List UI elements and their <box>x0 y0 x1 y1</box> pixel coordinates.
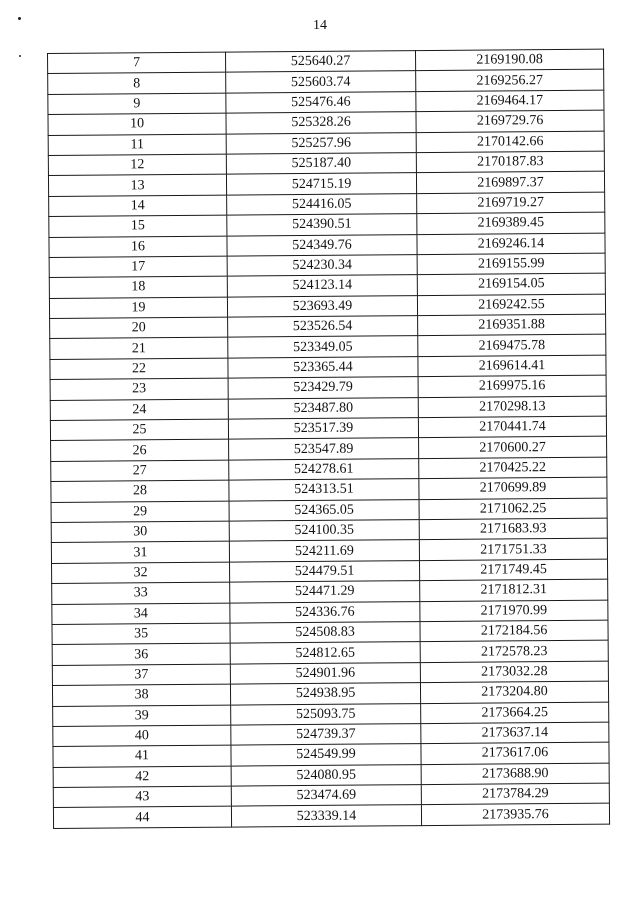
point-number-cell: 19 <box>49 297 227 319</box>
x-coordinate-cell: 525640.27 <box>225 51 415 73</box>
point-number-cell: 31 <box>51 541 229 563</box>
x-coordinate-cell: 524336.76 <box>230 601 420 623</box>
x-coordinate-cell: 523526.54 <box>228 316 418 338</box>
y-coordinate-cell: 2173664.25 <box>421 702 609 724</box>
point-number-cell: 15 <box>49 215 227 237</box>
x-coordinate-cell: 523429.79 <box>228 377 418 399</box>
x-coordinate-cell: 524549.99 <box>231 744 421 766</box>
y-coordinate-cell: 2170425.22 <box>419 457 607 479</box>
y-coordinate-cell: 2170142.66 <box>416 131 604 153</box>
y-coordinate-cell: 2173204.80 <box>420 681 608 703</box>
x-coordinate-cell: 524739.37 <box>231 723 421 745</box>
table-row <box>53 804 609 829</box>
x-coordinate-cell: 523474.69 <box>231 785 421 807</box>
x-coordinate-cell: 524313.51 <box>229 479 419 501</box>
x-coordinate-cell: 525257.96 <box>226 132 416 154</box>
y-coordinate-cell: 2170600.27 <box>419 437 607 459</box>
y-coordinate-cell: 2170187.83 <box>416 151 604 173</box>
y-coordinate-cell: 2169155.99 <box>417 253 605 275</box>
page-number: 14 <box>313 18 327 33</box>
x-coordinate-cell: 524100.35 <box>229 520 419 542</box>
x-coordinate-cell: 523339.14 <box>231 805 421 827</box>
x-coordinate-cell: 524080.95 <box>231 764 421 786</box>
point-number-cell: 25 <box>50 419 228 441</box>
y-coordinate-cell: 2169475.78 <box>418 335 606 357</box>
y-coordinate-cell: 2171749.45 <box>419 559 607 581</box>
y-coordinate-cell: 2169154.05 <box>417 273 605 295</box>
point-number-cell: 37 <box>52 664 230 686</box>
y-coordinate-cell: 2173784.29 <box>421 783 609 805</box>
y-coordinate-cell: 2169975.16 <box>418 375 606 397</box>
point-number-cell: 29 <box>51 501 229 523</box>
x-coordinate-cell: 524365.05 <box>229 499 419 521</box>
y-coordinate-cell: 2169897.37 <box>416 171 604 193</box>
x-coordinate-cell: 523693.49 <box>227 295 417 317</box>
y-coordinate-cell: 2173935.76 <box>421 804 609 826</box>
y-coordinate-cell: 2171970.99 <box>420 600 608 622</box>
x-coordinate-cell: 524812.65 <box>230 642 420 664</box>
x-coordinate-cell: 524390.51 <box>227 214 417 236</box>
point-number-cell: 10 <box>48 113 226 135</box>
x-coordinate-cell: 523349.05 <box>228 336 418 358</box>
point-number-cell: 23 <box>50 378 228 400</box>
y-coordinate-cell: 2171751.33 <box>419 538 607 560</box>
point-number-cell: 32 <box>52 562 230 584</box>
point-number-cell: 21 <box>50 338 228 360</box>
point-number-cell: 27 <box>51 460 229 482</box>
y-coordinate-cell: 2169389.45 <box>417 212 605 234</box>
point-number-cell: 40 <box>53 725 231 747</box>
point-number-cell: 38 <box>52 684 230 706</box>
y-coordinate-cell: 2169242.55 <box>417 294 605 316</box>
point-number-cell: 33 <box>52 582 230 604</box>
y-coordinate-cell: 2171683.93 <box>419 518 607 540</box>
x-coordinate-cell: 523517.39 <box>228 418 418 440</box>
point-number-cell: 12 <box>48 154 226 176</box>
point-number-cell: 34 <box>52 603 230 625</box>
x-coordinate-cell: 525603.74 <box>226 71 416 93</box>
point-number-cell: 42 <box>53 766 231 788</box>
x-coordinate-cell: 524230.34 <box>227 255 417 277</box>
x-coordinate-cell: 524938.95 <box>230 683 420 705</box>
y-coordinate-cell: 2169729.76 <box>416 110 604 132</box>
x-coordinate-cell: 524278.61 <box>229 458 419 480</box>
x-coordinate-cell: 524123.14 <box>227 275 417 297</box>
point-number-cell: 16 <box>49 236 227 258</box>
point-number-cell: 39 <box>53 705 231 727</box>
y-coordinate-cell: 2172184.56 <box>420 620 608 642</box>
x-coordinate-cell: 524471.29 <box>230 581 420 603</box>
coordinates-table-body <box>48 49 610 828</box>
point-number-cell: 11 <box>48 134 226 156</box>
point-number-cell: 43 <box>53 786 231 808</box>
x-coordinate-cell: 524479.51 <box>230 560 420 582</box>
coordinates-table-container <box>47 49 609 829</box>
point-number-cell: 18 <box>49 276 227 298</box>
point-number-cell: 17 <box>49 256 227 278</box>
y-coordinate-cell: 2170298.13 <box>418 396 606 418</box>
y-coordinate-cell: 2169464.17 <box>416 90 604 112</box>
x-coordinate-cell: 525476.46 <box>226 91 416 113</box>
y-coordinate-cell: 2173688.90 <box>421 763 609 785</box>
point-number-cell: 13 <box>48 174 226 196</box>
x-coordinate-cell: 524901.96 <box>230 662 420 684</box>
x-coordinate-cell: 524715.19 <box>226 173 416 195</box>
y-coordinate-cell: 2171812.31 <box>420 579 608 601</box>
point-number-cell: 36 <box>52 643 230 665</box>
y-coordinate-cell: 2169614.41 <box>418 355 606 377</box>
x-coordinate-cell: 524416.05 <box>227 193 417 215</box>
y-coordinate-cell: 2169246.14 <box>417 233 605 255</box>
y-coordinate-cell: 2169256.27 <box>416 70 604 92</box>
y-coordinate-cell: 2169190.08 <box>415 49 603 71</box>
x-coordinate-cell: 525093.75 <box>231 703 421 725</box>
point-number-cell: 24 <box>50 399 228 421</box>
point-number-cell: 22 <box>50 358 228 380</box>
point-number-cell: 20 <box>50 317 228 339</box>
point-number-cell: 26 <box>51 440 229 462</box>
y-coordinate-cell: 2170441.74 <box>418 416 606 438</box>
point-number-cell: 8 <box>48 72 226 94</box>
y-coordinate-cell: 2173637.14 <box>421 722 609 744</box>
scan-speck <box>19 55 21 57</box>
x-coordinate-cell: 524349.76 <box>227 234 417 256</box>
point-number-cell: 41 <box>53 745 231 767</box>
x-coordinate-cell: 525328.26 <box>226 112 416 134</box>
x-coordinate-cell: 523547.89 <box>229 438 419 460</box>
y-coordinate-cell: 2170699.89 <box>419 477 607 499</box>
point-number-cell: 14 <box>49 195 227 217</box>
y-coordinate-cell: 2173032.28 <box>420 661 608 683</box>
x-coordinate-cell: 523365.44 <box>228 356 418 378</box>
point-number-cell: 44 <box>53 807 231 829</box>
x-coordinate-cell: 523487.80 <box>228 397 418 419</box>
point-number-cell: 28 <box>51 480 229 502</box>
y-coordinate-cell: 2169719.27 <box>417 192 605 214</box>
point-number-cell: 35 <box>52 623 230 645</box>
point-number-cell: 9 <box>48 93 226 115</box>
y-coordinate-cell: 2173617.06 <box>421 742 609 764</box>
x-coordinate-cell: 524211.69 <box>229 540 419 562</box>
point-number-cell: 30 <box>51 521 229 543</box>
x-coordinate-cell: 525187.40 <box>226 153 416 175</box>
y-coordinate-cell: 2169351.88 <box>418 314 606 336</box>
y-coordinate-cell: 2172578.23 <box>420 640 608 662</box>
x-coordinate-cell: 524508.83 <box>230 622 420 644</box>
coordinates-table <box>47 49 610 829</box>
y-coordinate-cell: 2171062.25 <box>419 498 607 520</box>
point-number-cell: 7 <box>48 52 226 74</box>
